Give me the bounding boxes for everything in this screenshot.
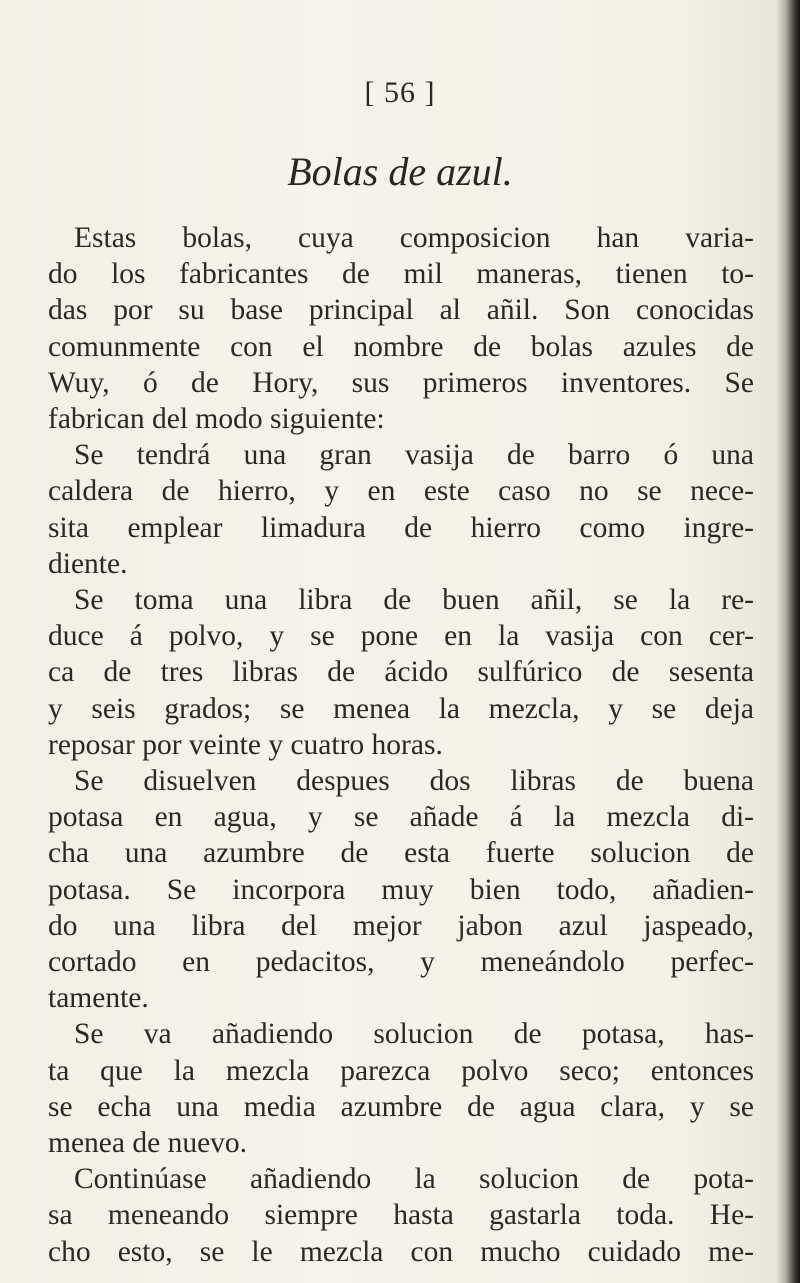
paragraph — [48, 220, 754, 437]
paragraph — [48, 582, 754, 763]
text-line: potasa. Se incorpora muy bien todo, añadien- — [48, 873, 754, 906]
text-line: Continúase añadiendo la solucion de pota- — [74, 1163, 754, 1196]
text-line: do los fabricantes de mil maneras, tienen to- — [48, 258, 754, 291]
text-line: potasa en agua, y se añade á la mezcla di- — [48, 801, 754, 834]
text-line: ca de tres libras de ácido sulfúrico de sesenta — [48, 656, 754, 689]
paragraph — [48, 1161, 754, 1270]
text-line: Se tendrá una gran vasija de barro ó una — [74, 439, 754, 472]
text-line: tamente. — [48, 982, 149, 1015]
text-line: Estas bolas, cuya composicion han varia- — [74, 222, 754, 254]
paragraph — [48, 1016, 754, 1161]
text-line: se echa una media azumbre de agua clara, y se — [48, 1090, 754, 1123]
paragraph — [48, 437, 754, 582]
text-line: cho esto, se le mezcla con mucho cuidado me- — [48, 1235, 754, 1268]
text-line: sita emplear limadura de hierro como ingre- — [48, 511, 754, 544]
text-line: reposar por veinte y cuatro horas. — [48, 728, 443, 761]
text-line: fabrican del modo siguiente: — [48, 403, 385, 436]
text-line: sa meneando siempre hasta gastarla toda. He- — [48, 1199, 754, 1232]
text-line: Wuy, ó de Hory, sus primeros inventores. Se — [48, 366, 754, 399]
text-line: comunmente con el nombre de bolas azules de — [48, 330, 754, 363]
text-line: Se disuelven despues dos libras de buena — [74, 765, 754, 798]
text-line: do una libra del mejor jabon azul jaspeado, — [48, 909, 754, 942]
text-line: cha una azumbre de esta fuerte solucion de — [48, 837, 754, 870]
paragraph — [48, 763, 754, 1016]
text-line: caldera de hierro, y en este caso no se nece- — [48, 475, 754, 508]
text-line: y seis grados; se menea la mezcla, y se deja — [48, 692, 754, 725]
text-line: das por su base principal al añil. Son conocidas — [48, 294, 754, 327]
body-text — [48, 220, 754, 1270]
page-number: [ 56 ] — [364, 76, 436, 109]
text-line: menea de nuevo. — [48, 1127, 248, 1160]
text-line: ta que la mezcla parezca polvo seco; entonces — [48, 1054, 754, 1087]
text-line: Se toma una libra de buen añil, se la re- — [74, 584, 754, 617]
text-line: cortado en pedacitos, y meneándolo perfec- — [48, 946, 754, 979]
text-line: diente. — [48, 547, 128, 580]
text-line: duce á polvo, y se pone en la vasija con cer- — [48, 620, 754, 653]
section-title: Bolas de azul. — [287, 149, 513, 194]
text-line: Se va añadiendo solucion de potasa, has- — [74, 1018, 754, 1051]
